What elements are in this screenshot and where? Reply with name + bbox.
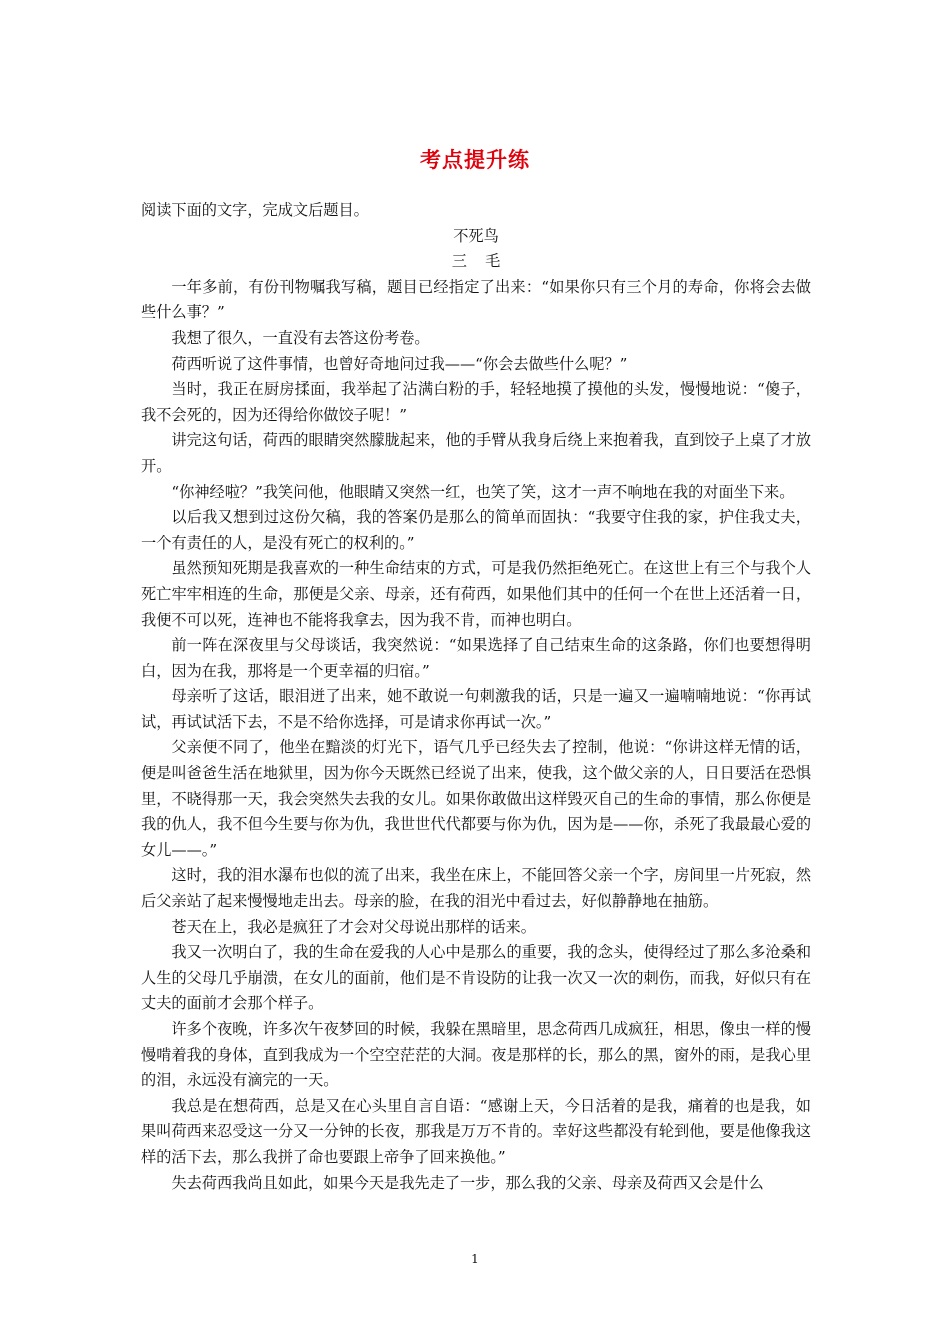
paragraph: 我又一次明白了，我的生命在爱我的人心中是那么的重要，我的念头，使得经过了那么多沧桑和人生的父母几乎崩溃，在女儿的面前，他们是不肯设防的让我一次又一次的刺伤，而我，好似只有在丈夫的面前才会那个样子。 — [141, 943, 811, 1013]
paragraph: 当时，我正在厨房揉面，我举起了沾满白粉的手，轻轻地摸了摸他的头发，慢慢地说：“傻子，我不会死的，因为还得给你做饺子呢！” — [141, 380, 811, 424]
paragraph: 虽然预知死期是我喜欢的一种生命结束的方式，可是我仍然拒绝死亡。在这世上有三个与我个人死亡牢牢相连的生命，那便是父亲、母亲，还有荷西，如果他们其中的任何一个在世上还活着一日，我便不可以死，连神也不能将我拿去，因为我不肯，而神也明白。 — [141, 559, 811, 629]
page-number: 1 — [471, 1252, 479, 1266]
paragraph: 苍天在上，我必是疯狂了才会对父母说出那样的话来。 — [171, 917, 536, 936]
paragraph: 我想了很久，一直没有去答这份考卷。 — [171, 328, 430, 347]
paragraph: 许多个夜晚，许多次午夜梦回的时候，我躲在黑暗里，思念荷西几成疯狂，相思，像虫一样的慢慢啃着我的身体，直到我成为一个空空茫茫的大洞。夜是那样的长，那么的黑，窗外的雨，是我心里的泪，永远没有滴完的一天。 — [141, 1020, 811, 1090]
paragraph: 失去荷西我尚且如此，如果今天是我先走了一步，那么我的父亲、母亲及荷西又会是什么 — [171, 1173, 764, 1192]
author-name: 三毛 — [451, 252, 519, 271]
paragraph: 以后我又想到过这份欠稿，我的答案仍是那么的简单而固执：“我要守住我的家，护住我丈夫，一个有责任的人，是没有死亡的权利的。” — [141, 508, 811, 552]
reading-instruction: 阅读下面的文字，完成文后题目。 — [141, 201, 369, 219]
article-body — [141, 198, 811, 1196]
paragraph: 荷西听说了这件事情，也曾好奇地问过我——“你会去做些什么呢？” — [171, 354, 628, 373]
paragraph: 讲完这句话，荷西的眼睛突然朦胧起来，他的手臂从我身后绕上来抱着我，直到饺子上桌了才放开。 — [141, 431, 811, 475]
paragraph: 一年多前，有份刊物嘱我写稿，题目已经指定了出来：“如果你只有三个月的寿命，你将会去做些什么事？” — [141, 277, 811, 322]
paragraph: “你神经啦？”我笑问他，他眼睛又突然一红，也笑了笑，这才一声不响地在我的对面坐下来。 — [171, 482, 795, 501]
article-author — [141, 249, 811, 275]
paragraph: 母亲听了这话，眼泪迸了出来，她不敢说一句刺激我的话，只是一遍又一遍喃喃地说：“你再试试，再试试活下去，不是不给你选择，可是请求你再试一次。” — [141, 687, 811, 731]
paragraph: 这时，我的泪水瀑布也似的流了出来，我坐在床上，不能回答父亲一个字，房间里一片死寂，然后父亲站了起来慢慢地走出去。母亲的脸，在我的泪光中看过去，好似静静地在抽筋。 — [141, 866, 811, 911]
paragraph: 前一阵在深夜里与父母谈话，我突然说：“如果选择了自己结束生命的这条路，你们也要想得明白，因为在我，那将是一个更幸福的归宿。” — [141, 636, 811, 680]
article-title: 不死鸟 — [453, 226, 499, 245]
page-title: 考点提升练 — [420, 147, 530, 172]
paragraph: 我总是在想荷西，总是又在心头里自言自语：“感谢上天，今日活着的是我，痛着的也是我，如果叫荷西来忍受这一分又一分钟的长夜，那我是万万不肯的。幸好这些都没有轮到他，要是他像我这样的活下去，那么我拼了命也要跟上帝争了回来换他。” — [141, 1096, 811, 1166]
paragraph: 父亲便不同了，他坐在黯淡的灯光下，语气几乎已经失去了控制，他说：“你讲这样无情的话，便是叫爸爸生活在地狱里，因为你今天既然已经说了出来，使我，这个做父亲的人，日日要活在恐惧里，不晓得那一天，我会突然失去我的女儿。如果你敢做出这样毁灭自己的生命的事情，那么你便是我的仇人，我不但今生要与你为仇，我世世代代都要与你为仇，因为是——你，杀死了我最最心爱的女儿——。” — [141, 738, 811, 859]
